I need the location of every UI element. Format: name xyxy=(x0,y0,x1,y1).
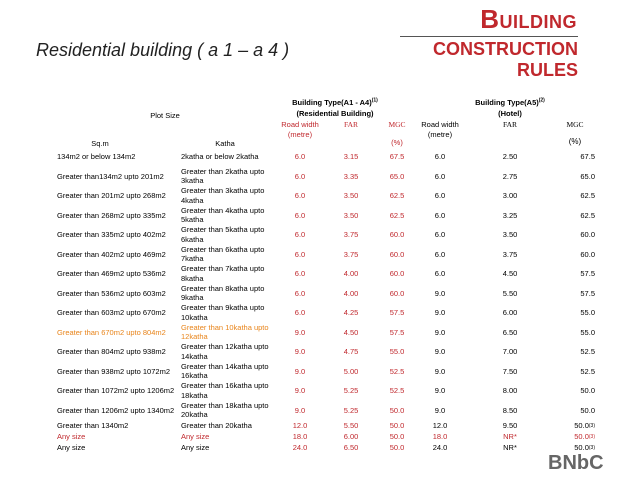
far2-cell: 9.50 xyxy=(502,421,518,430)
far-cell: 3.15 xyxy=(343,152,359,162)
mgc2-value: 52.5 xyxy=(580,347,595,357)
table-row xyxy=(0,342,638,362)
mgc2-cell xyxy=(545,147,595,167)
road-width-cell: 6.0 xyxy=(294,210,306,220)
rules-heading: CONSTRUCTION RULES xyxy=(433,39,578,80)
katha-cell: Greater than 14katha upto 16katha xyxy=(181,361,269,381)
far-cell: 3.75 xyxy=(343,230,359,240)
road-width-cell: 6.0 xyxy=(294,288,306,298)
mgc2-value: 67.5 xyxy=(580,152,595,162)
mgc2-unit: (%) xyxy=(568,137,582,146)
mgc2-value: 50.0 xyxy=(580,405,595,415)
katha-cell: Greater than 10katha upto 12katha xyxy=(181,322,269,342)
far2-cell: 8.50 xyxy=(502,405,518,415)
mgc2-value: 50.0 xyxy=(574,432,589,441)
road-width2-cell: 6.0 xyxy=(434,171,446,181)
table-row xyxy=(0,442,638,453)
mgc2-cell xyxy=(545,303,595,323)
katha-cell: Greater than 20katha xyxy=(181,420,252,430)
group2-note: (2) xyxy=(538,97,545,104)
group1-note: (1) xyxy=(371,97,378,104)
mgc2-value: 60.0 xyxy=(580,249,595,259)
sqm-cell: Greater than 1340m2 xyxy=(57,421,129,430)
katha-cell: Greater than 8katha upto 9katha xyxy=(181,283,265,303)
far-header: FAR xyxy=(343,120,359,129)
far2-cell: 2.75 xyxy=(502,171,518,181)
sqm-header: Sq.m xyxy=(91,139,109,148)
road-width2-cell: 12.0 xyxy=(432,421,448,430)
mgc-cell: 60.0 xyxy=(389,249,405,259)
bnbc-logo: BNbC xyxy=(548,452,604,474)
road-width2-cell: 6.0 xyxy=(434,152,446,162)
road-width2-cell: 9.0 xyxy=(434,308,446,318)
road-width-unit: (metre) xyxy=(287,130,313,139)
table-row xyxy=(0,167,638,187)
table-row xyxy=(0,186,638,206)
mgc-cell: 57.5 xyxy=(389,308,405,318)
far-cell: 6.00 xyxy=(343,432,359,441)
road-width2-cell: 6.0 xyxy=(434,191,446,201)
far2-cell: NR* xyxy=(503,432,517,441)
mgc2-value: 62.5 xyxy=(580,210,595,220)
road-width2-cell: 9.0 xyxy=(434,347,446,357)
katha-cell: Any size xyxy=(181,442,210,452)
sqm-cell: Greater than 201m2 upto 268m2 xyxy=(57,191,166,201)
mgc-cell: 62.5 xyxy=(389,210,405,220)
far2-cell: 4.50 xyxy=(502,269,518,279)
group2-header xyxy=(465,98,555,108)
title-rest: UILDING xyxy=(499,12,577,32)
table-row xyxy=(0,323,638,343)
road-width-cell: 9.0 xyxy=(294,405,306,415)
far-cell: 3.35 xyxy=(343,171,359,181)
road-width-cell: 9.0 xyxy=(294,327,306,337)
road-width-cell: 18.0 xyxy=(292,432,308,441)
road-width2-cell: 9.0 xyxy=(434,386,446,396)
mgc2-value: 65.0 xyxy=(580,171,595,181)
far2-cell: 3.25 xyxy=(502,210,518,220)
road-width2-cell: 9.0 xyxy=(434,366,446,376)
katha-cell: Greater than 5katha upto 6katha xyxy=(181,225,265,244)
sqm-cell: 134m2 or below 134m2 xyxy=(57,152,136,162)
far2-cell: 2.50 xyxy=(502,152,518,162)
table-row xyxy=(0,147,638,167)
mgc2-value: 50.0 xyxy=(574,421,589,430)
far2-cell: 5.50 xyxy=(502,288,518,298)
mgc2-cell xyxy=(545,225,595,245)
group2-subtitle: (Hotel) xyxy=(498,109,522,118)
mgc2-value: 52.5 xyxy=(580,366,595,376)
mgc2-value: 62.5 xyxy=(580,191,595,201)
mgc2-cell xyxy=(545,342,595,362)
far-cell: 4.50 xyxy=(343,327,359,337)
road-width-cell: 6.0 xyxy=(294,171,306,181)
table-row xyxy=(0,401,638,421)
far-cell: 4.00 xyxy=(343,288,359,298)
road-width-cell: 9.0 xyxy=(294,347,306,357)
table-row xyxy=(0,206,638,226)
far2-cell: 3.50 xyxy=(502,230,518,240)
mgc-unit: (%) xyxy=(391,138,403,147)
road-width2-cell: 18.0 xyxy=(432,432,448,441)
katha-cell: Greater than 18katha upto 20katha xyxy=(181,400,269,420)
road-width-cell: 9.0 xyxy=(294,386,306,396)
road-width2-cell: 6.0 xyxy=(434,230,446,240)
sqm-cell: Any size xyxy=(57,443,86,452)
title-first-letter: B xyxy=(480,4,500,34)
table-row xyxy=(0,284,638,304)
mgc2-cell: 50.0 (3) xyxy=(574,432,595,441)
mgc-cell: 52.5 xyxy=(389,366,405,376)
mgc2-cell xyxy=(545,362,595,382)
road-width-cell: 9.0 xyxy=(294,366,306,376)
mgc-cell: 50.0 xyxy=(389,405,405,415)
far2-cell: 7.50 xyxy=(502,366,518,376)
table-row xyxy=(0,362,638,382)
road-width-cell: 12.0 xyxy=(292,421,308,430)
far-cell: 5.50 xyxy=(343,421,359,430)
katha-cell: Greater than 2katha upto 3katha xyxy=(181,166,265,186)
sqm-cell: Greater than134m2 upto 201m2 xyxy=(57,171,164,181)
road-width2-cell: 6.0 xyxy=(434,269,446,279)
road-width-cell: 6.0 xyxy=(294,249,306,259)
mgc-cell: 50.0 xyxy=(389,432,405,441)
sqm-cell: Greater than 804m2 upto 938m2 xyxy=(57,347,166,357)
mgc-cell: 60.0 xyxy=(389,230,405,240)
mgc2-cell xyxy=(545,167,595,187)
table-row xyxy=(0,420,638,431)
road-width2-cell: 9.0 xyxy=(434,327,446,337)
road-width-cell: 6.0 xyxy=(294,269,306,279)
table-row xyxy=(0,245,638,265)
mgc2-value: 60.0 xyxy=(580,230,595,240)
road-width-cell: 6.0 xyxy=(294,152,306,162)
far2-cell: 8.00 xyxy=(502,386,518,396)
road-width-cell: 24.0 xyxy=(292,443,308,452)
mgc-cell: 60.0 xyxy=(389,288,405,298)
mgc2-cell: 50.0 (3) xyxy=(574,421,595,430)
table-row xyxy=(0,225,638,245)
mgc2-cell xyxy=(545,206,595,226)
far-cell: 5.00 xyxy=(343,366,359,376)
mgc2-cell xyxy=(545,401,595,421)
katha-cell: Greater than 12katha upto 14katha xyxy=(181,342,269,361)
far-cell: 3.50 xyxy=(343,191,359,201)
far2-cell: 6.00 xyxy=(502,308,518,318)
mgc-cell: 60.0 xyxy=(389,269,405,279)
sqm-cell: Greater than 1206m2 upto 1340m2 xyxy=(57,405,175,415)
title-divider xyxy=(400,36,578,37)
sqm-cell: Greater than 536m2 upto 603m2 xyxy=(57,288,166,298)
road-width2-cell: 6.0 xyxy=(434,210,446,220)
katha-cell: Greater than 7katha upto 8katha xyxy=(181,264,265,283)
katha-cell: Greater than 9katha upto 10katha xyxy=(181,303,265,322)
far2-cell: 3.75 xyxy=(502,249,518,259)
far-cell: 6.50 xyxy=(343,443,359,452)
sqm-cell: Any size xyxy=(57,432,86,441)
group1-subtitle: (Residential Building) xyxy=(296,109,374,118)
far-cell: 4.75 xyxy=(343,347,359,357)
far2-cell: 3.00 xyxy=(502,191,518,201)
road-width-cell: 6.0 xyxy=(294,191,306,201)
katha-cell: Any size xyxy=(181,431,210,441)
mgc2-cell xyxy=(545,186,595,206)
mgc-cell: 65.0 xyxy=(389,171,405,181)
katha-cell: Greater than 4katha upto 5katha xyxy=(181,205,265,225)
far-cell: 5.25 xyxy=(343,386,359,396)
mgc-cell: 62.5 xyxy=(389,191,405,201)
katha-cell: Greater than 16katha upto 18katha xyxy=(181,381,269,400)
katha-cell: Greater than 3katha upto 4katha xyxy=(181,186,265,205)
road-width2-unit: (metre) xyxy=(427,130,453,139)
mgc-header: MGC xyxy=(388,120,406,129)
road-width-cell: 6.0 xyxy=(294,308,306,318)
mgc-cell: 50.0 xyxy=(389,421,405,430)
far-cell: 3.50 xyxy=(343,210,359,220)
road-width2-cell: 9.0 xyxy=(434,405,446,415)
plot-size-header: Plot Size xyxy=(150,111,180,120)
mgc2-value: 55.0 xyxy=(580,327,595,337)
mgc2-value: 57.5 xyxy=(580,288,595,298)
mgc2-value: 50.0 xyxy=(574,443,589,452)
plot-table-body xyxy=(0,147,638,453)
sqm-cell: Greater than 335m2 upto 402m2 xyxy=(57,230,166,240)
sqm-cell: Greater than 268m2 upto 335m2 xyxy=(57,210,166,220)
sqm-cell: Greater than 1072m2 upto 1206m2 xyxy=(57,386,175,396)
far-cell: 3.75 xyxy=(343,249,359,259)
sqm-cell: Greater than 670m2 upto 804m2 xyxy=(57,327,166,337)
mgc-cell: 55.0 xyxy=(389,347,405,357)
katha-header: Katha xyxy=(215,139,235,148)
road-width2-cell: 9.0 xyxy=(434,288,446,298)
table-row xyxy=(0,303,638,323)
mgc2-cell xyxy=(545,381,595,401)
road-width2-header: Road width xyxy=(421,120,459,129)
far2-header: FAR xyxy=(502,120,518,129)
table-row xyxy=(0,431,638,442)
sqm-cell: Greater than 402m2 upto 469m2 xyxy=(57,249,166,259)
sqm-cell: Greater than 469m2 upto 536m2 xyxy=(57,269,166,279)
mgc2-value: 57.5 xyxy=(580,269,595,279)
sqm-cell: Greater than 938m2 upto 1072m2 xyxy=(57,366,170,376)
group1-title: Building Type(A1 - A4) xyxy=(292,98,372,107)
mgc2-value: 50.0 xyxy=(580,386,595,396)
mgc-cell: 50.0 xyxy=(389,443,405,452)
group1-header xyxy=(270,98,400,108)
far-cell: 4.25 xyxy=(343,308,359,318)
mgc2-header: MGC xyxy=(566,120,584,129)
katha-cell: 2katha or below 2katha xyxy=(181,152,259,161)
far-cell: 4.00 xyxy=(343,269,359,279)
mgc-cell: 67.5 xyxy=(389,152,405,162)
road-width2-cell: 6.0 xyxy=(434,249,446,259)
sqm-cell: Greater than 603m2 upto 670m2 xyxy=(57,308,166,318)
mgc-cell: 57.5 xyxy=(389,327,405,337)
far2-cell: 6.50 xyxy=(502,327,518,337)
katha-cell: Greater than 6katha upto 7katha xyxy=(181,244,265,264)
road-width-cell: 6.0 xyxy=(294,230,306,240)
table-row xyxy=(0,264,638,284)
group2-title: Building Type(A5) xyxy=(475,98,539,107)
page-title xyxy=(447,4,577,35)
mgc2-cell xyxy=(545,323,595,343)
table-row xyxy=(0,381,638,401)
road-width-header: Road width xyxy=(281,120,319,129)
mgc2-cell: 50.0 (3) xyxy=(574,443,595,452)
road-width2-cell: 24.0 xyxy=(432,443,448,452)
far2-cell: 7.00 xyxy=(502,347,518,357)
mgc2-cell xyxy=(545,264,595,284)
mgc2-cell xyxy=(545,245,595,265)
far-cell: 5.25 xyxy=(343,405,359,415)
far2-cell: NR* xyxy=(503,443,517,452)
mgc2-cell xyxy=(545,284,595,304)
page-subtitle: Residential building ( a 1 – a 4 ) xyxy=(36,40,290,60)
mgc2-value: 55.0 xyxy=(580,308,595,318)
mgc-cell: 52.5 xyxy=(389,386,405,396)
